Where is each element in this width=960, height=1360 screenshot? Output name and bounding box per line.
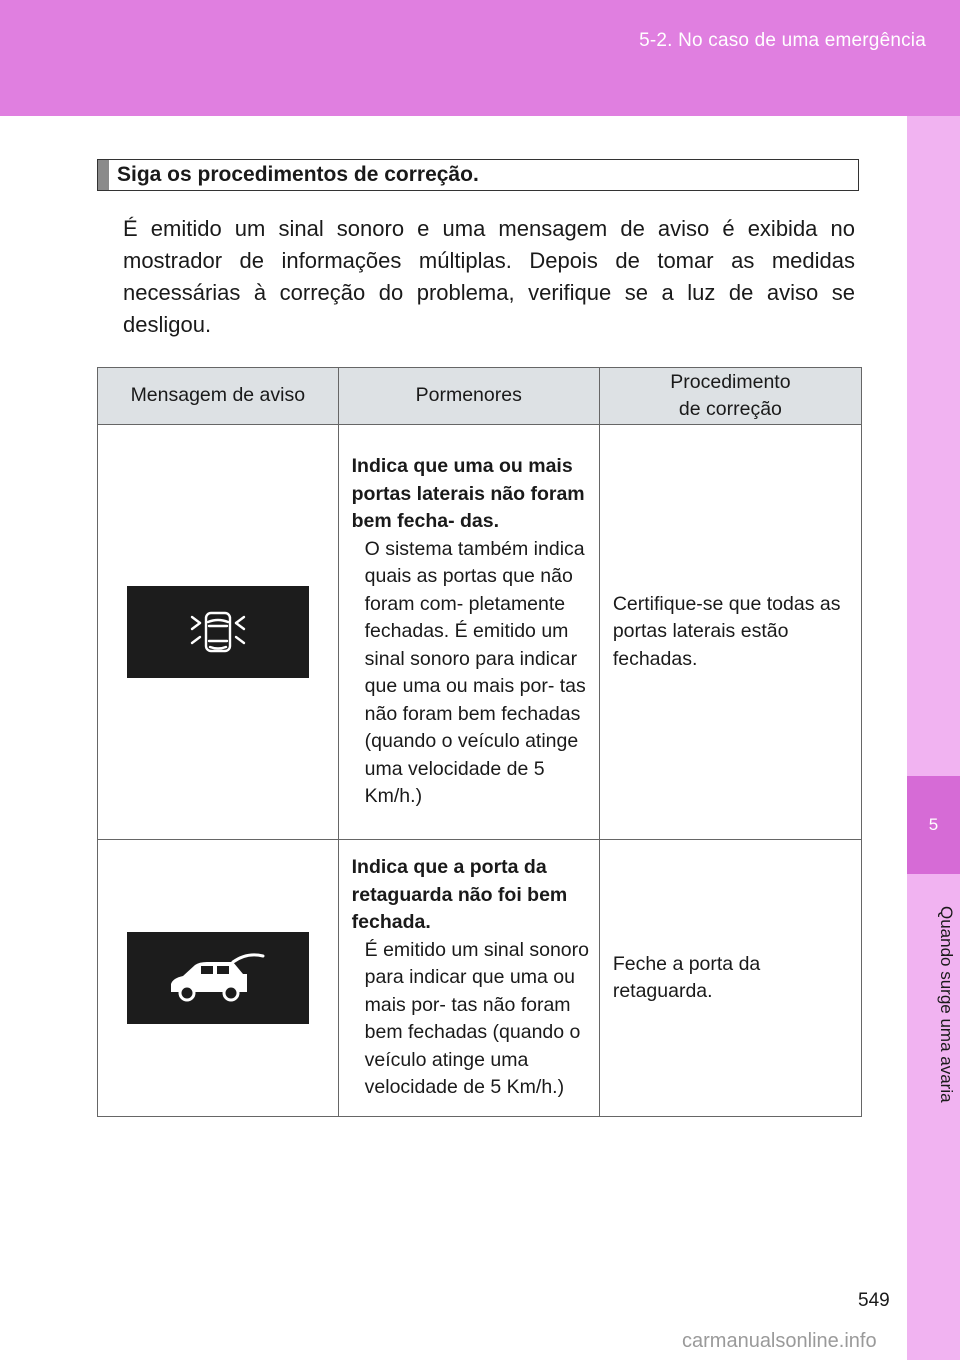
page-number: 549 — [858, 1290, 890, 1311]
heading-marker — [98, 160, 109, 190]
door-open-warning-icon — [188, 607, 248, 657]
warning-icon-cell — [98, 840, 339, 1117]
heading-text: Siga os procedimentos de correção. — [117, 163, 479, 186]
header-details: Pormenores — [338, 368, 599, 425]
details-description: É emitido um sinal sonoro para indicar que uma ou mais por- tas não foram bem fechadas (quando o veículo atinge uma velocidade de 5 Km/h.) — [364, 938, 589, 1099]
details-cell — [338, 840, 599, 1117]
header-procedure-line2: de correção — [678, 398, 782, 420]
procedure-cell: Feche a porta da retaguarda. — [599, 840, 861, 1117]
details-bold-text: Indica que a porta da retaguarda não foi bem fechada. — [351, 856, 568, 934]
watermark: carmanualsonline.info — [682, 1330, 877, 1352]
chapter-number-tab: 5 — [907, 776, 960, 874]
details-description: O sistema também indica quais as portas que não foram com- pletamente fechadas. É emitido um sinal sonoro para indicar que uma ou mais por- tas não foram bem fechadas (quando o veículo atinge uma velocidade de 5 Km/h.) — [364, 537, 586, 808]
header-band — [0, 0, 960, 116]
header-warning-message: Mensagem de aviso — [98, 368, 339, 425]
header-procedure-line1: Procedimento — [670, 370, 791, 393]
chapter-label: Quando surge uma avaria — [937, 905, 956, 1103]
warning-icon-cell — [98, 425, 339, 840]
header-procedure — [599, 368, 861, 425]
intro-paragraph: É emitido um sinal sonoro e uma mensagem de aviso é exibida no mostrador de informações múltiplas. Depois de tomar as medidas necessárias à correção do problema, verifique se a luz de aviso se desligou. — [123, 216, 855, 337]
details-bold-text: Indica que uma ou mais portas laterais não foram bem fecha- das. — [351, 455, 585, 533]
details-cell — [338, 425, 599, 840]
door-open-warning-display — [127, 586, 309, 678]
side-tab-strip — [907, 116, 960, 1360]
section-title: 5-2. No caso de uma emergência — [639, 30, 926, 51]
table-header-row — [98, 368, 862, 425]
table-row — [98, 425, 862, 840]
procedure-cell: Certifique-se que todas as portas laterais estão fechadas. — [599, 425, 861, 840]
table-row — [98, 840, 862, 1117]
section-heading — [97, 159, 859, 191]
back-door-open-display — [127, 932, 309, 1024]
warning-table — [97, 367, 862, 1117]
back-door-open-icon — [163, 948, 273, 1008]
